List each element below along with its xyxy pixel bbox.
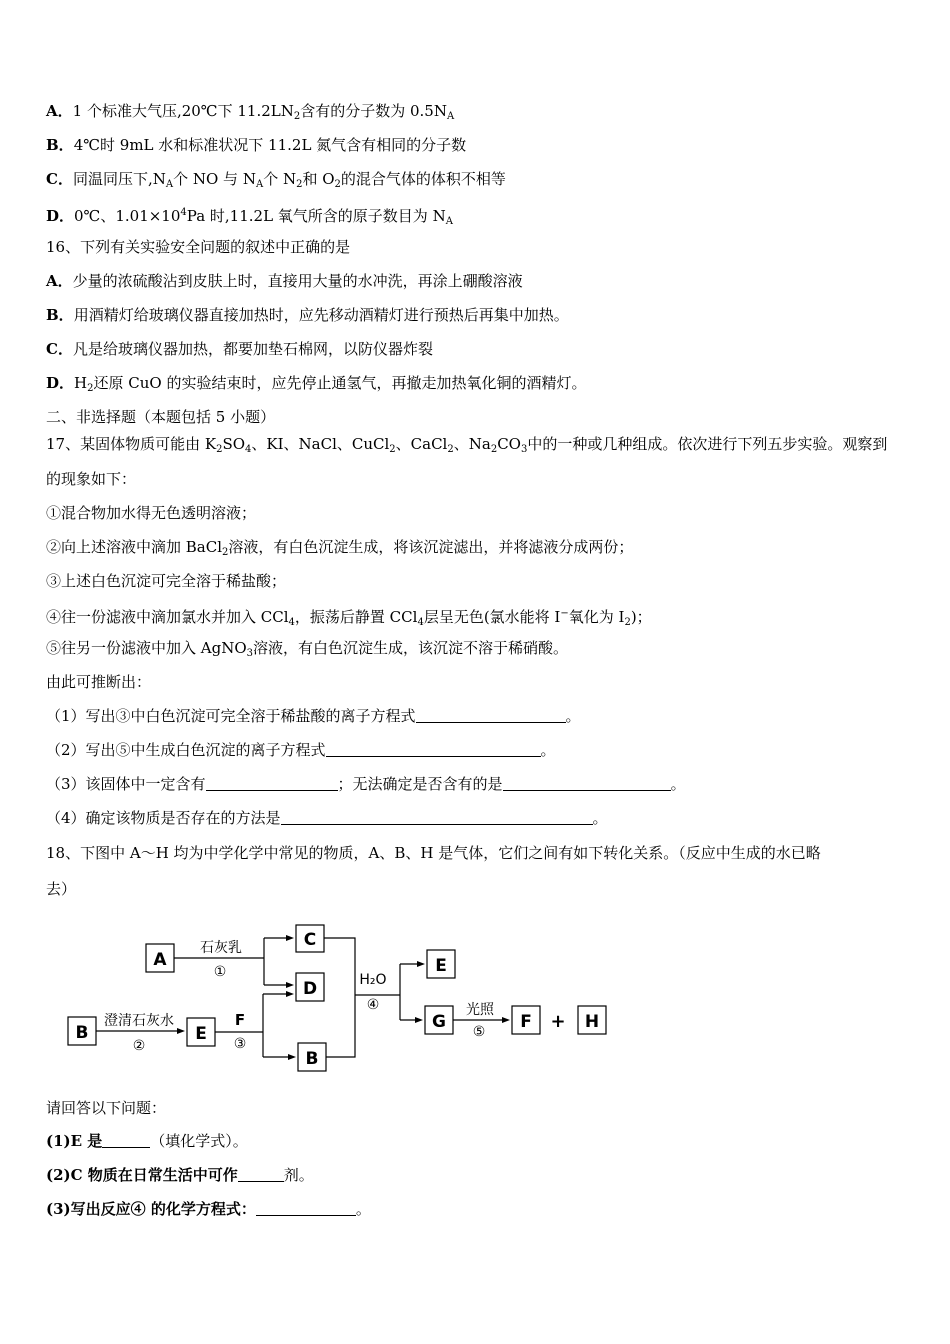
q17-step-3: ③上述白色沉淀可完全溶于稀盐酸； (46, 572, 287, 590)
q18-ask: 请回答以下问题： (46, 1099, 167, 1117)
answer-blank[interactable] (238, 1167, 284, 1182)
q15-option-c: C．同温同压下$,N_A$个 NO 与 $N_A$个 $N_2$和 $O_2$的混合气体的体积不相等 (46, 170, 506, 190)
label-light: 光照 (466, 1002, 494, 1018)
node-a: A (153, 950, 167, 970)
label-r4: ④ (366, 997, 380, 1013)
q15-option-a: A．1 个标准大气压,20℃下 $11.2LN_2$含有的分子数为 $0.5N_A$ (46, 102, 455, 122)
q17-step-2: ②向上述溶液中滴加 BaCl$_2$溶液，有白色沉淀生成，将该沉淀滤出，并将滤液分成两份； (46, 538, 634, 558)
arrowhead (286, 935, 294, 941)
connector-c-b (324, 938, 400, 1057)
q18-sub-1: (1)E 是 （填化学式）。 (46, 1132, 248, 1150)
q17-stem-line2: 的现象如下： (46, 470, 137, 488)
q17-sub-2: （2）写出⑤中生成白色沉淀的离子方程式 。 (46, 741, 556, 759)
q18-stem-line1: 18、下图中 A～H 均为中学化学中常见的物质，A、B、H 是气体，它们之间有如下转化关系。（反应中生成的水已略 (46, 844, 821, 862)
answer-blank[interactable] (102, 1133, 150, 1148)
q16-option-a: A．少量的浓硫酸沾到皮肤上时，直接用大量的水冲洗，再涂上硼酸溶液 (46, 272, 523, 290)
label-f-reagent: F (234, 1011, 246, 1029)
node-b: B (75, 1023, 89, 1043)
q17-sub-4: （4）确定该物质是否存在的方法是 。 (46, 809, 608, 827)
label-r3: ③ (233, 1036, 247, 1052)
q17-step-4: ④往一份滤液中滴加氯水并加入 CCl$_4$，振荡后静置 CCl$_4$层呈无色(氯水能将 I−氧化为 $I_2$)； (46, 608, 652, 628)
node-c: C (303, 930, 317, 950)
label-r5: ⑤ (472, 1024, 486, 1040)
node-h: H (584, 1012, 600, 1032)
section-heading: 二、非选择题（本题包括 5 小题） (46, 408, 276, 426)
q16-stem: 16、下列有关实验安全问题的叙述中正确的是 (46, 238, 351, 256)
arrow-e-db (215, 994, 292, 1057)
node-g: G (432, 1012, 446, 1032)
label-r2: ② (132, 1038, 146, 1054)
arrowhead (288, 1054, 296, 1060)
q17-sub-3: （3）该固体中一定含有 ；无法确定是否含有的是 。 (46, 775, 686, 793)
q15-option-b: B．4℃时 9mL 水和标准状况下 11.2L 氮气含有相同的分子数 (46, 136, 467, 154)
answer-blank[interactable] (256, 1201, 356, 1216)
q15-option-d: D．0℃、$1.01\times 10^4Pa$ 时,11.2L 氧气所含的原子数目为 $N_A$ (46, 207, 453, 227)
q16-option-c: C．凡是给玻璃仪器加热，都要加垫石棉网，以防仪器炸裂 (46, 340, 433, 358)
node-f: F (520, 1012, 532, 1032)
label-plus: + (550, 1011, 566, 1032)
node-e: E (195, 1024, 207, 1044)
arrowhead (286, 982, 294, 988)
q16-option-b: B．用酒精灯给玻璃仪器直接加热时，应先移动酒精灯进行预热后再集中加热。 (46, 306, 569, 324)
node-e2: E (435, 956, 447, 976)
label-water: H₂O (359, 972, 387, 988)
q17-stem-line1: 17、某固体物质可能由 $K_2SO_4$、KI、NaCl、CuCl$_2$、CaCl$_2$、$Na_2CO_3$中的一种或几种组成。依次进行下列五步实验。观察到 (46, 435, 888, 455)
q17-sub-1: （1）写出③中白色沉淀可完全溶于稀盐酸的离子方程式 。 (46, 707, 581, 725)
node-b2: B (305, 1049, 319, 1069)
q16-option-d: D．$H_2$还原 CuO 的实验结束时，应先停止通氢气，再撤走加热氧化铜的酒精灯。 (46, 374, 587, 394)
arrowhead (286, 991, 294, 997)
q17-step-5: ⑤往另一份滤液中加入 AgNO$_3$溶液，有白色沉淀生成，该沉淀不溶于稀硝酸。 (46, 639, 569, 659)
node-d: D (302, 979, 318, 999)
q18-stem-line2: 去） (46, 880, 77, 898)
q18-sub-2: (2)C 物质在日常生活中可作 剂。 (46, 1166, 314, 1184)
label-r1: ① (213, 964, 227, 980)
label-lime-milk: 石灰乳 (200, 940, 242, 956)
arrowhead (415, 1017, 423, 1023)
arrow-water (400, 964, 421, 1020)
arrowhead (417, 961, 425, 967)
q17-step-1: ①混合物加水得无色透明溶液； (46, 504, 257, 522)
q17-infer: 由此可推断出： (46, 673, 152, 691)
q18-sub-3: (3)写出反应④ 的化学方程式： 。 (46, 1200, 371, 1218)
label-clear-lime: 澄清石灰水 (104, 1013, 174, 1029)
arrowhead (502, 1017, 510, 1023)
arrowhead (177, 1028, 185, 1034)
